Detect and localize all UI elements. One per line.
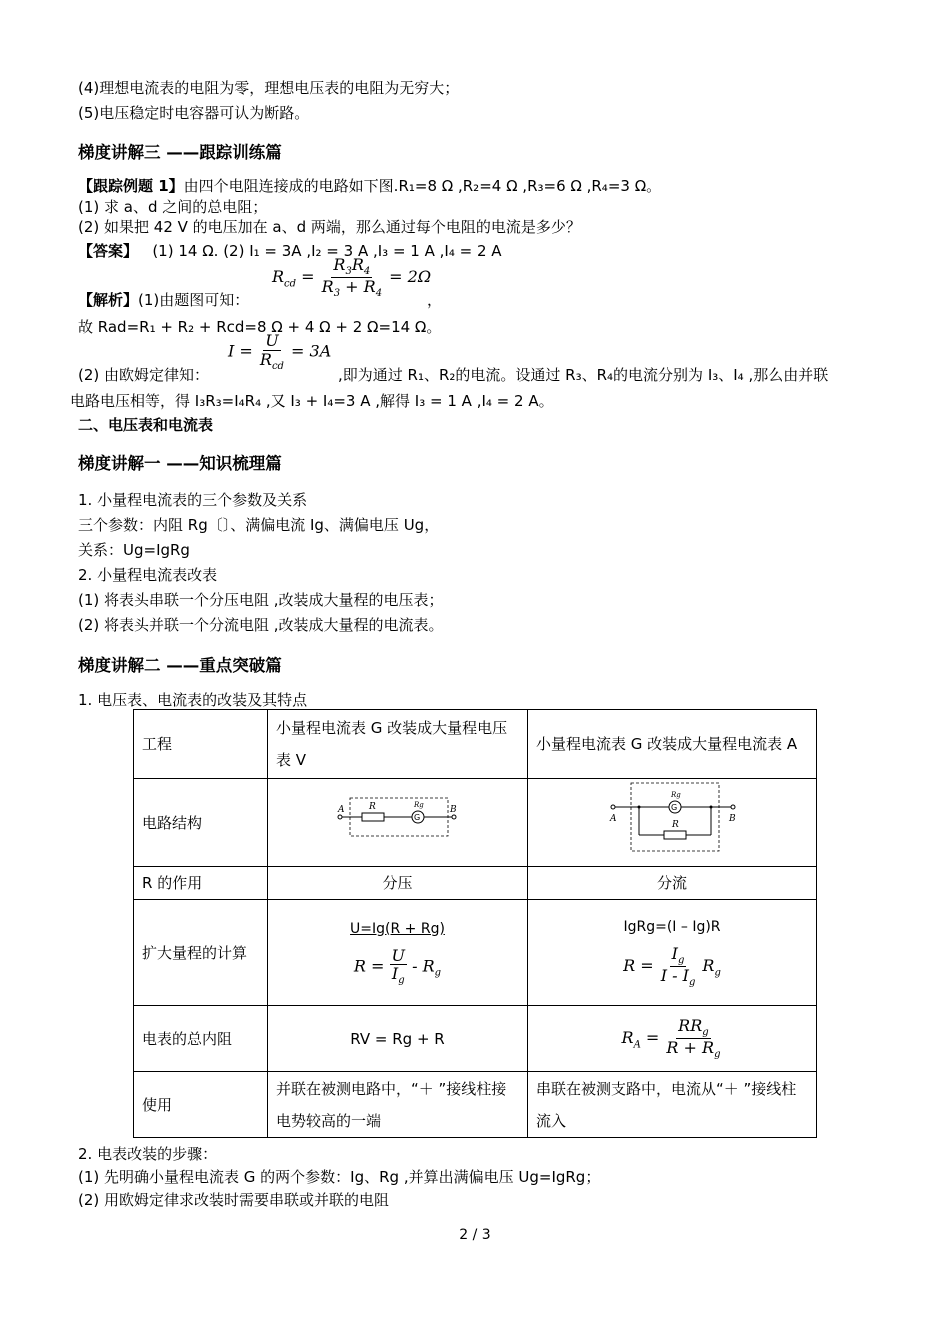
part-2-heading: 二、电压表和电流表 <box>78 416 214 434</box>
knowledge-line-6: (2) 将表头并联一个分流电阻 ,改装成大量程的电流表。 <box>78 616 444 634</box>
answer-label: 【答案】 <box>78 242 139 260</box>
resistor-label: R <box>672 820 679 830</box>
table-row <box>134 710 817 779</box>
table-row <box>134 1006 817 1072</box>
table-row <box>134 900 817 1006</box>
header-cell-ammeter: 小量程电流表 G 改装成大量程电流表 A <box>528 710 817 779</box>
ammeter-calc-formula: R = $\frac{I_g}{I - I_g}$ $R_g$ <box>623 943 721 989</box>
header-cell-voltmeter: 小量程电流表 G 改装成大量程电压表 V <box>268 710 528 779</box>
solution-comma: ， <box>427 291 443 309</box>
example-line <box>78 175 661 196</box>
example-label: 【跟踪例题 1】 <box>78 177 184 195</box>
rg-label: Rg <box>413 801 424 809</box>
page-number: 2 / 3 <box>459 1227 491 1243</box>
ammeter-calc-cell <box>528 900 817 1006</box>
knowledge-line-1: 1. 小量程电流表的三个参数及关系 <box>78 491 308 509</box>
question-1: (1) 求 a、d 之间的总电阻； <box>78 198 268 216</box>
solution-line <box>78 289 249 310</box>
text-line-4: (4)理想电流表的电阻为零，理想电压表的电阻为无穷大； <box>78 79 460 97</box>
voltmeter-usage-cell: 并联在被测电路中，“＋ ”接线柱接电势较高的一端 <box>268 1072 528 1138</box>
row-label-calc: 扩大量程的计算 <box>134 900 268 1006</box>
header-cell-item: 工程 <box>134 710 268 779</box>
table-row <box>134 867 817 900</box>
row-label-usage: 使用 <box>134 1072 268 1138</box>
terminal-a-label: A <box>610 814 617 824</box>
formula-rcd: $R_{cd}$ = $\frac{R_3R_4}{R_3 + R_4}$ = 2Ω <box>272 255 432 300</box>
solution-2-after: ,即为通过 R₁、R₂的电流。设通过 R₃、R₄的电流分别为 I₃、I₄ ,那么由并联 <box>338 366 829 384</box>
row-label-r-role: R 的作用 <box>134 867 268 900</box>
voltmeter-calc-formula: R = $\frac{U}{I_g}$ - $R_g$ <box>353 945 442 987</box>
solution-label: 【解析】 <box>78 291 139 309</box>
voltmeter-calc-top: U=Ig(R + Rg) <box>350 920 445 937</box>
terminal-a-label: A <box>337 805 344 815</box>
solution-2-text: (2) 由欧姆定律知： <box>78 366 210 384</box>
current-divide-cell: 分流 <box>528 867 817 900</box>
formula-current: I = $\frac{U}{R_{cd}}$ = 3A <box>228 331 332 372</box>
resistor-label: R <box>368 802 376 812</box>
table-caption: 1. 电压表、电流表的改装及其特点 <box>78 691 308 709</box>
section-heading-3: 梯度讲解三 ——跟踪训练篇 <box>78 143 282 162</box>
text-line-5: (5)电压稳定时电容器可认为断路。 <box>78 104 310 122</box>
meter-table <box>133 709 817 1138</box>
knowledge-line-4: 2. 小量程电流表改表 <box>78 566 218 584</box>
galvanometer-icon: G <box>413 813 420 822</box>
example-text: 由四个电阻连接成的电路如下图.R₁=8 Ω ,R₂=4 Ω ,R₃=6 Ω ,R₄=3 Ω。 <box>183 177 662 195</box>
solution-line-2: 故 Rad=R₁ + R₂ + Rcd=8 Ω + 4 Ω + 2 Ω=14 Ω。 <box>78 318 442 336</box>
lecture-2-heading: 梯度讲解二 ——重点突破篇 <box>78 656 282 675</box>
knowledge-line-5: (1) 将表头串联一个分压电阻 ,改装成大量程的电压表； <box>78 591 444 609</box>
terminal-b-label: B <box>729 814 736 824</box>
parallel-circuit-diagram <box>605 779 739 855</box>
solution-2-line-2: 电路电压相等，得 I₃R₃=I₄R₄ ,又 I₃ + I₄=3 A ,解得 I₃ = 1 A ,I₄ = 2 A。 <box>70 392 554 410</box>
steps-line-1: (1) 先明确小量程电流表 G 的两个参数：Ig、Rg ,并算出满偏电压 Ug=IgRg； <box>78 1168 601 1186</box>
solution-text: (1)由题图可知： <box>138 291 250 309</box>
series-circuit-cell <box>268 779 528 867</box>
knowledge-line-2: 三个参数：内阻 Rg〔〕、满偏电流 Ig、满偏电压 Ug， <box>78 516 440 534</box>
voltmeter-resistance-cell: RV = Rg + R <box>268 1006 528 1072</box>
voltage-divide-cell: 分压 <box>268 867 528 900</box>
voltmeter-calc-cell <box>268 900 528 1006</box>
row-label-resistance: 电表的总内阻 <box>134 1006 268 1072</box>
ammeter-resistance-cell <box>528 1006 817 1072</box>
question-2: (2) 如果把 42 V 的电压加在 a、d 两端，那么通过每个电阻的电流是多少？ <box>78 218 581 236</box>
knowledge-line-3: 关系：Ug=IgRg <box>78 541 190 559</box>
answer-text: (1) 14 Ω. (2) I₁ = 3A ,I₂ = 3 A ,I₃ = 1 A ,I₄ = 2 A <box>152 242 502 260</box>
galvanometer-icon: G <box>671 803 678 812</box>
ammeter-resistance-formula: $R_A$ = $\frac{RR_g}{R + R_g}$ <box>621 1015 721 1061</box>
terminal-b-label: B <box>449 805 457 815</box>
steps-heading: 2. 电表改装的步骤： <box>78 1145 218 1163</box>
ammeter-calc-top: IgRg=(I – Ig)R <box>623 918 721 935</box>
row-label-circuit: 电路结构 <box>134 779 268 867</box>
table-row <box>134 1072 817 1138</box>
ammeter-usage-cell: 串联在被测支路中，电流从“＋ ”接线柱流入 <box>528 1072 817 1138</box>
steps-line-2: (2) 用欧姆定律求改装时需要串联或并联的电阻 <box>78 1191 390 1209</box>
parallel-circuit-cell <box>528 779 817 867</box>
rg-label: Rg <box>671 791 681 799</box>
lecture-1-heading: 梯度讲解一 ——知识梳理篇 <box>78 454 282 473</box>
table-row <box>134 779 817 867</box>
series-circuit-diagram <box>336 792 460 842</box>
